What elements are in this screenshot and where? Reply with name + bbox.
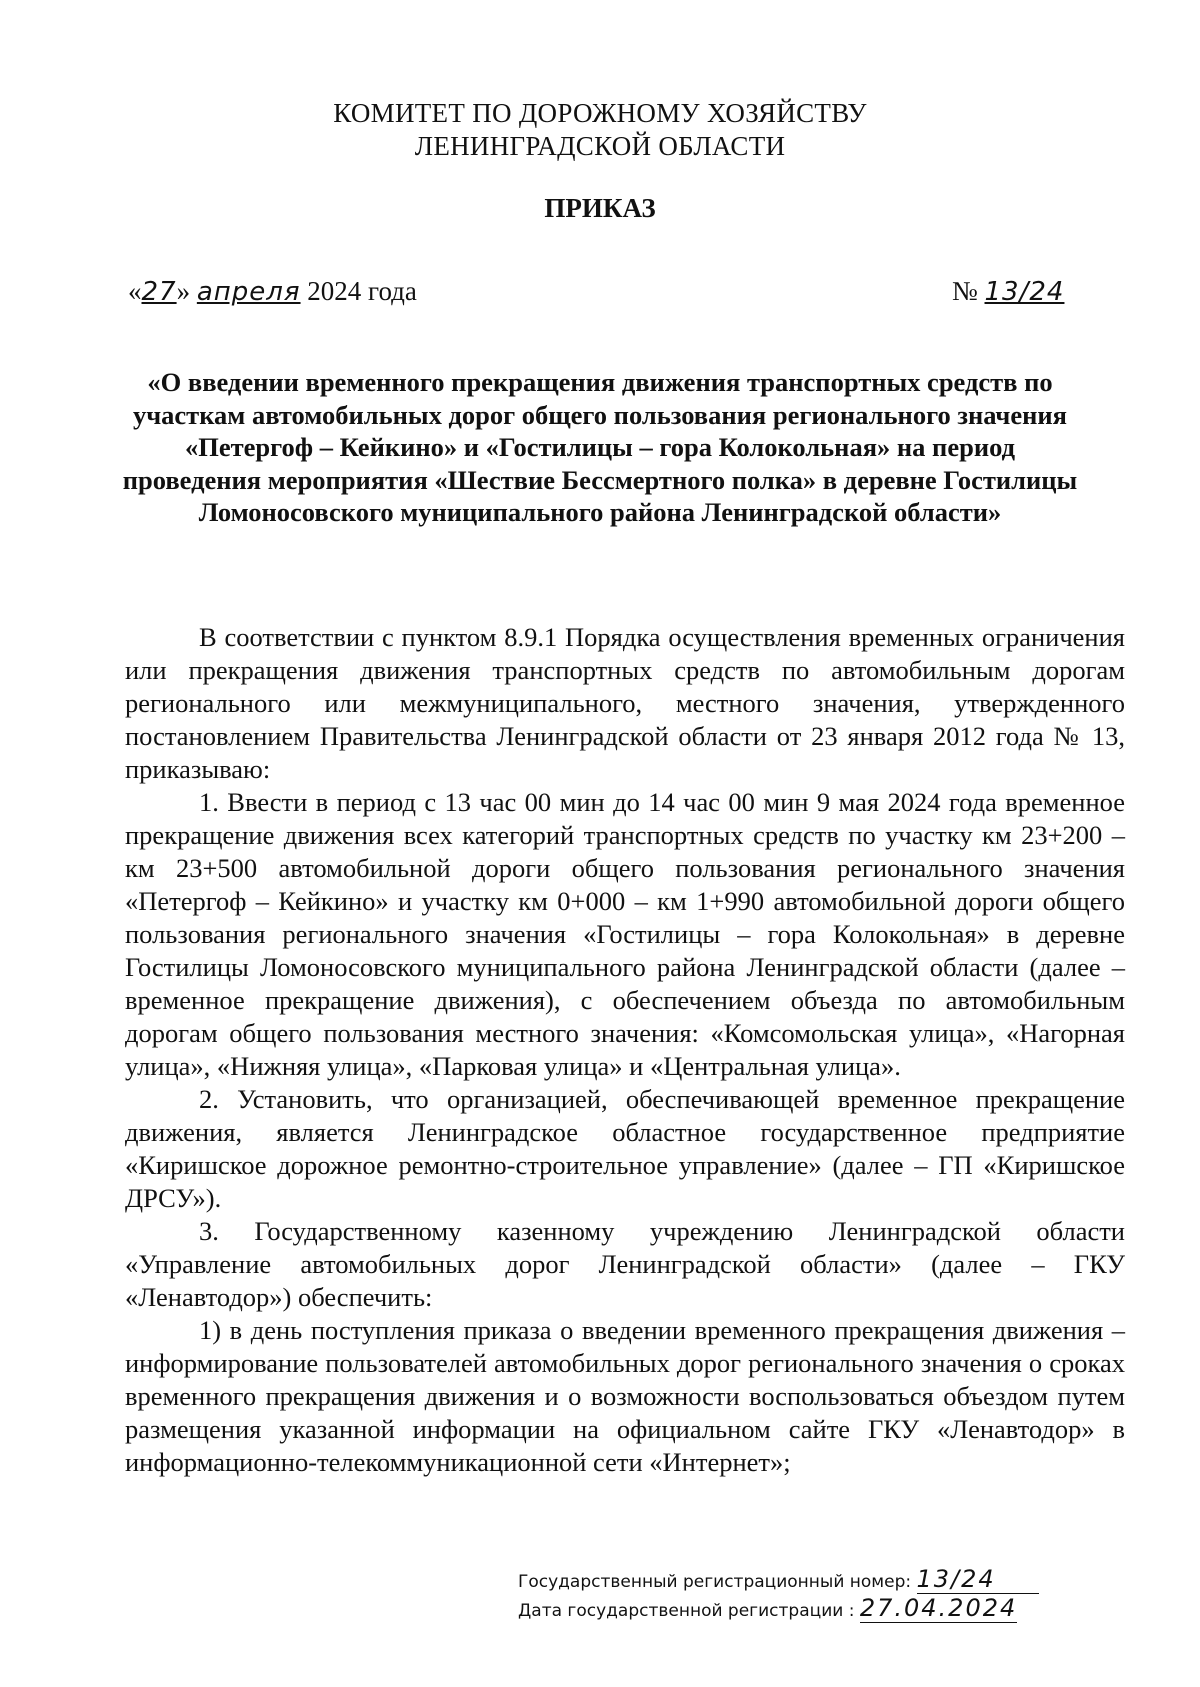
order-date	[128, 276, 417, 307]
order-number	[952, 276, 1064, 307]
order-title: «О введении временного прекращения движения транспортных средств по участкам автомобильных дорог общего пользования регионального значения «Петергоф – Кейкино» и «Гостилицы – гора Колокольная» на период проведения мероприятия «Шествие Бессмертного полка» в деревне Гостилицы Ломоносовского муниципального района Ленинградской области»	[122, 367, 1078, 527]
registration-number-label: Государственный регистрационный номер:	[518, 1572, 912, 1592]
registration-date-value: 27.04.2024	[859, 1594, 1018, 1622]
date-day-handwritten: 27	[141, 277, 177, 307]
clause-1: 1. Ввести в период с 13 час 00 мин до 14 час 00 мин 9 мая 2024 года временное прекращение движения всех категорий транспортных средств по участку км 23+200 – км 23+500 автомобильной дороги общего пользования регионального значения «Петергоф – Кейкино» и участку км 0+000 – км 1+990 автомобильной дороги общего пользования регионального значения «Гостилицы – гора Колокольная» в деревне Гостилицы Ломоносовского муниципального района Ленинградской области (далее – временное прекращение движения), с обеспечением объезда по автомобильным дорогам общего пользования местного значения: «Комсомольская улица», «Нагорная улица», «Нижняя улица», «Парковая улица» и «Центральная улица».	[125, 787, 1125, 1081]
org-name-line2: ЛЕНИНГРАДСКОЙ ОБЛАСТИ	[414, 131, 786, 161]
clause-3-1: 1) в день поступления приказа о введении временного прекращения движения – информирование пользователей автомобильных дорог регионального значения о сроках временного прекращения движения и о возможности воспользоваться объездом путем размещения указанной информации на официальном сайте ГКУ «Ленавтодор» в информационно-телекоммуникационной сети «Интернет»;	[125, 1315, 1125, 1477]
number-sign: №	[952, 276, 978, 306]
registration-number-value: 13/24	[917, 1565, 1039, 1594]
preamble-paragraph: В соответствии с пунктом 8.9.1 Порядка осуществления временных ограничения или прекращения движения транспортных средств по автомобильным дорогам регионального или межмуниципального, местного значения, утвержденного постановлением Правительства Ленинградской области от 23 января 2012 года № 13, приказываю:	[125, 622, 1125, 784]
registration-number	[518, 1565, 1039, 1594]
date-month-handwritten: апреля	[196, 277, 301, 307]
date-year: 2024 года	[307, 276, 417, 306]
order-body	[125, 621, 1125, 1479]
document-type: ПРИКАЗ	[544, 193, 656, 223]
org-name-line1: КОМИТЕТ ПО ДОРОЖНОМУ ХОЗЯЙСТВУ	[333, 98, 867, 128]
registration-date-label: Дата государственной регистрации :	[518, 1601, 855, 1621]
registration-date	[518, 1594, 1017, 1623]
date-quote-open: «	[128, 276, 142, 306]
clause-3: 3. Государственному казенному учреждению Ленинградской области «Управление автомобильных дорог Ленинградской области» (далее – ГКУ «Ленавтодор») обеспечить:	[125, 1216, 1125, 1312]
clause-2: 2. Установить, что организацией, обеспечивающей временное прекращение движения, является Ленинградское областное государственное предприятие «Киришское дорожное ремонтно-строительное управление» (далее – ГП «Киришское ДРСУ»).	[125, 1084, 1125, 1213]
date-quote-close: »	[176, 276, 191, 306]
number-handwritten: 13/24	[984, 277, 1065, 307]
